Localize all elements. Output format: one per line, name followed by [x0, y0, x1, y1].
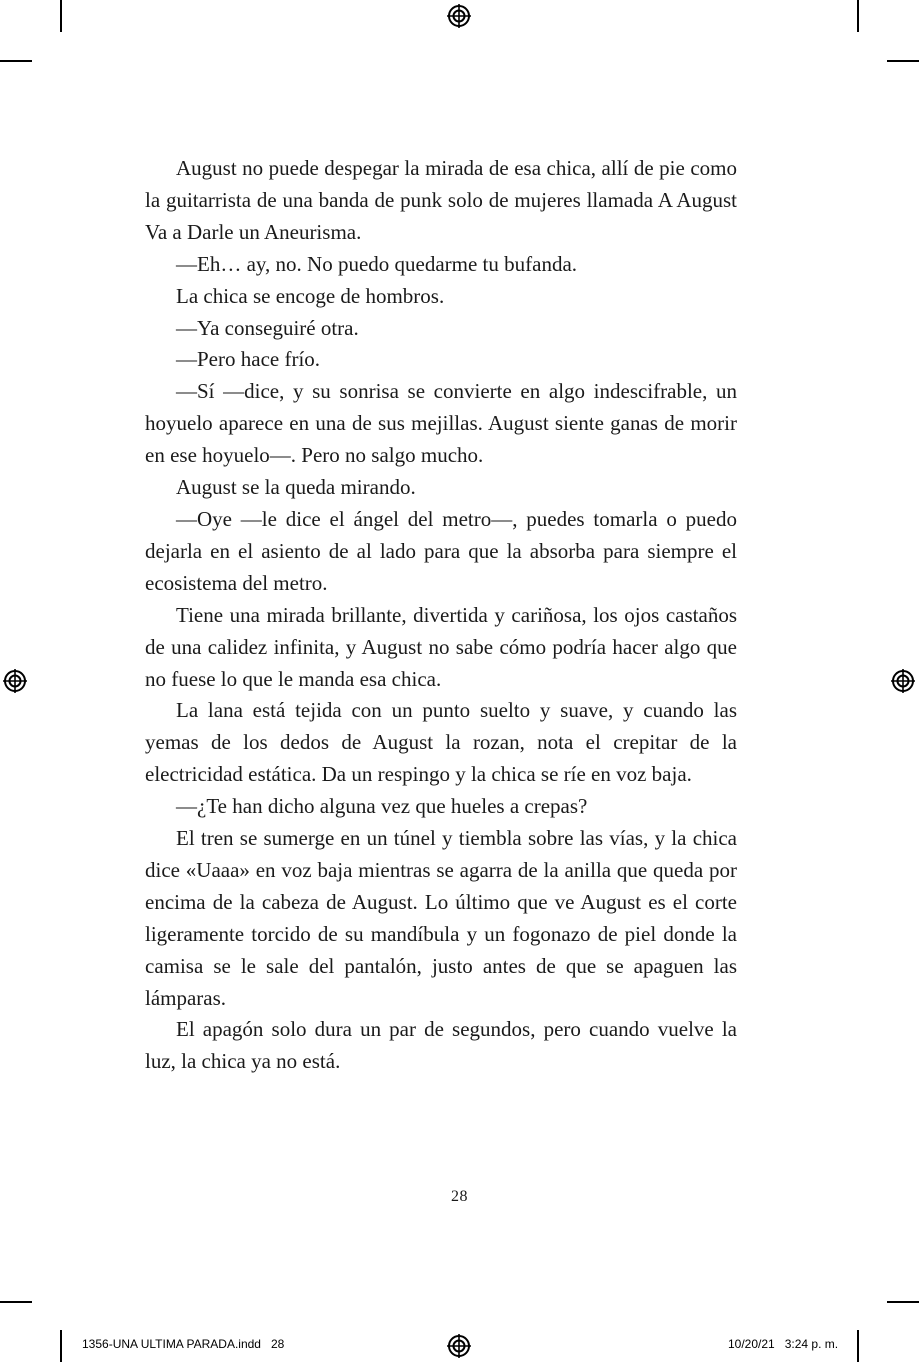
- crop-mark-bottom-right: [857, 1330, 859, 1362]
- crop-mark-top-right: [857, 0, 859, 32]
- paragraph: August se la queda mirando.: [176, 475, 416, 500]
- registration-target-icon: [891, 669, 915, 693]
- crop-mark-right-bottom: [887, 1301, 919, 1303]
- paragraph: —Eh… ay, no. No puedo quedarme tu bufanda.: [176, 251, 578, 276]
- registration-target-icon: [447, 1334, 471, 1358]
- paragraph: —Ya conseguiré otra.: [176, 315, 359, 340]
- crop-mark-left-top: [0, 60, 32, 62]
- crop-mark-left-bottom: [0, 1301, 32, 1303]
- paragraph: La chica se encoge de hombros.: [176, 283, 445, 308]
- paragraph: Tiene una mirada brillante, divertida y cariñosa, los ojos castaños de una calidez infinita, y August no sabe cómo podría hacer algo que no fuese lo que le manda esa chica.: [145, 602, 737, 691]
- paragraph: August no puede despegar la mirada de esa chica, allí de pie como la guitarrista de una banda de punk solo de mujeres llamada A August Va a Darle un Aneurisma.: [145, 156, 737, 244]
- paragraph: —Pero hace frío.: [176, 347, 321, 372]
- body-text: [145, 153, 737, 1078]
- crop-mark-top-left: [60, 0, 62, 32]
- paragraph: —Sí —dice, y su sonrisa se convierte en algo indescifrable, un hoyuelo aparece en una de sus mejillas. August siente ganas de morir en ese hoyuelo—. Pero no salgo mucho.: [145, 379, 737, 468]
- paragraph: El apagón solo dura un par de segundos, pero cuando vuelve la luz, la chica ya no está.: [145, 1017, 737, 1074]
- paragraph: El tren se sumerge en un túnel y tiembla sobre las vías, y la chica dice «Uaaa» en voz baja mientras se agarra de la anilla que queda por encima de la cabeza de August. Lo último que ve August es el corte ligeramente torcido de su mandíbula y un fogonazo de piel donde la camisa se le sale del pantalón, justo antes de que se apaguen las lámparas.: [145, 826, 737, 1010]
- page-number: 28: [451, 1188, 468, 1205]
- registration-target-icon: [3, 669, 27, 693]
- paragraph: La lana está tejida con un punto suelto y suave, y cuando las yemas de los dedos de August la rozan, nota el crepitar de la electricidad estática. Da un respingo y la chica se ríe en voz baja.: [145, 698, 737, 787]
- registration-target-icon: [447, 4, 471, 28]
- crop-mark-bottom-left: [60, 1330, 62, 1362]
- slug-date-time: 10/20/21 3:24 p. m.: [728, 1337, 839, 1351]
- crop-mark-right-top: [887, 60, 919, 62]
- slug-file-info: 1356-UNA ULTIMA PARADA.indd 28: [82, 1337, 285, 1351]
- paragraph: —Oye —le dice el ángel del metro—, puedes tomarla o puedo dejarla en el asiento de al lado para que la absorba para siempre el ecosistema del metro.: [145, 506, 737, 595]
- paragraph: —¿Te han dicho alguna vez que hueles a crepas?: [176, 794, 588, 819]
